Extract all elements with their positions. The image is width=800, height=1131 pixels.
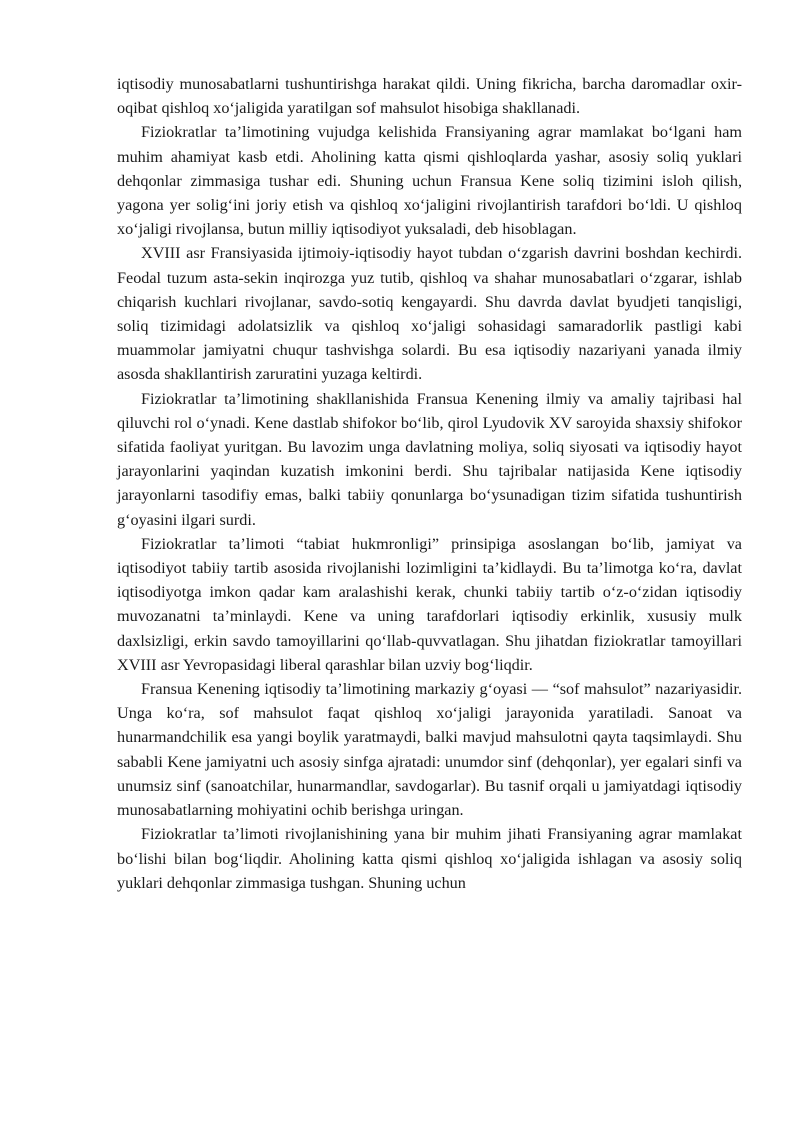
paragraph-agrarian-link: Fiziokratlar ta’limoti rivojlanishining yana bir muhim jihati Fransiyaning agrar mamlakat bo‘lishi bilan bog‘liqdir. Aholining katta qismi qishloq xo‘jaligida ishlagan va asosiy soliq yuklari dehqonlar zimmasiga tushgan. Shuning uchun <box>117 825 742 892</box>
paragraph-net-product: Fransua Kenening iqtisodiy ta’limotining markaziy g‘oyasi — “sof mahsulot” nazariyasidir. Unga ko‘ra, sof mahsulot faqat qishloq xo‘jaligi jarayonida yaratiladi. Sanoat va hunarmandchilik esa yangi boylik yaratmaydi, balki mavjud mahsulotni qayta taqsimlaydi. Shu sababli Kene jamiyatni uch asosiy sinfga ajratadi: unumdor sinf (dehqonlar), yer egalari sinfi va unumsiz sinf (sanoatchilar, hunarmandlar, savdogarlar). Bu tasnif orqali u jamiyatdagi iqtisodiy munosabatlarning mohiyatini ochib berishga uringan. <box>117 680 742 820</box>
paragraph-xviii-century: XVIII asr Fransiyasida ijtimoiy-iqtisodiy hayot tubdan o‘zgarish davrini boshdan kechirdi. Feodal tuzum asta-sekin inqirozga yuz tutib, qishloq va shahar munosabatlari o‘zgarar, ishlab chiqarish kuchlari rivojlanar, savdo-sotiq kengayardi. Shu davrda davlat byudjeti tanqisligi, soliq tizimidagi adolatsizlik va qishloq xo‘jaligi sohasidagi samaradorlik pastligi kabi muammolar jamiyatni chuqur tashvishga solardi. Bu esa iqtisodiy nazariyani yanada ilmiy asosda shakllantirish zaruratini yuzaga keltirdi. <box>117 244 742 384</box>
paragraph-quesnay-experience: Fiziokratlar ta’limotining shakllanishida Fransua Kenening ilmiy va amaliy tajribasi hal qiluvchi rol o‘ynadi. Kene dastlab shifokor bo‘lib, qirol Lyudovik XV saroyida shaxsiy shifokor sifatida faoliyat yuritgan. Bu lavozim unga davlatning moliya, soliq siyosati va iqtisodiy hayot jarayonlarini yaqindan kuzatish imkonini berdi. Shu tajribalar natijasida Kene iqtisodiy jarayonlarni tasodifiy emas, balki tabiiy qonunlarga bo‘ysunadigan tizim sifatida tushuntirish g‘oyasini ilgari surdi. <box>117 389 742 529</box>
paragraph-natural-order: Fiziokratlar ta’limoti “tabiat hukmronligi” prinsipiga asoslangan bo‘lib, jamiyat va iqtisodiyot tabiiy tartib asosida rivojlanishi lozimligini ta’kidlaydi. Bu ta’limotga ko‘ra, davlat iqtisodiyotga imkon qadar kam aralashishi kerak, chunki tabiiy tartib o‘z-o‘zidan iqtisodiy muvozanatni ta’minlaydi. Kene va uning tarafdorlari iqtisodiy erkinlik, xususiy mulk daxlsizligi, erkin savdo tamoyillarini qo‘llab-quvvatlagan. Shu jihatdan fiziokratlar tamoyillari XVIII asr Yevropasidagi liberal qarashlar bilan uzviy bog‘liqdir. <box>117 534 742 674</box>
document-page <box>117 72 742 895</box>
paragraph-agrarian-france: Fiziokratlar ta’limotining vujudga kelishida Fransiyaning agrar mamlakat bo‘lgani ham muhim ahamiyat kasb etdi. Aholining katta qismi qishloqlarda yashar, asosiy soliq yuklari dehqonlar zimmasiga tushar edi. Shuning uchun Fransua Kene soliq tizimini isloh qilish, yagona yer solig‘ini joriy etish va qishloq xo‘jaligini rivojlantirish tarafdori bo‘ldi. U qishloq xo‘jaligi rivojlansa, butun milliy iqtisodiyot yuksaladi, deb hisoblagan. <box>117 123 742 239</box>
paragraph-continuation: iqtisodiy munosabatlarni tushuntirishga harakat qildi. Uning fikricha, barcha daromadlar oxir-oqibat qishloq xo‘jaligida yaratilgan sof mahsulot hisobiga shakllanadi. <box>117 75 742 118</box>
